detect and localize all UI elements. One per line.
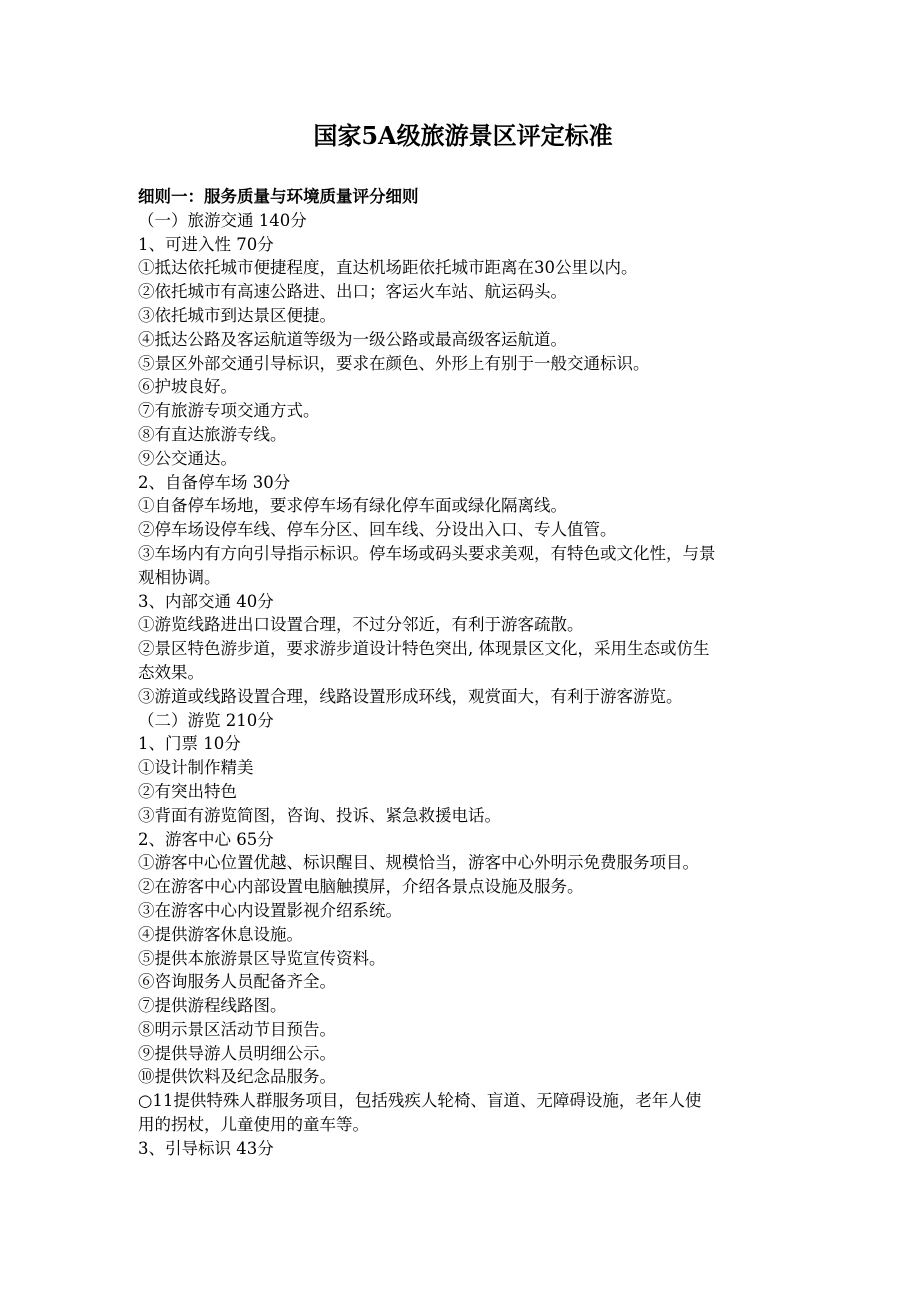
text-line: 态效果。 bbox=[138, 662, 204, 682]
text-line: 1、可进入性 70分 bbox=[138, 234, 274, 254]
text-line: ①游客中心位置优越、标识醒目、规模恰当，游客中心外明示免费服务项目。 bbox=[138, 853, 699, 873]
text-line: ②在游客中心内部设置电脑触摸屏，介绍各景点设施及服务。 bbox=[138, 877, 584, 897]
text-line: ②依托城市有高速公路进、出口；客运火车站、航运码头。 bbox=[138, 282, 567, 302]
text-line: ④抵达公路及客运航道等级为一级公路或最高级客运航道。 bbox=[138, 329, 567, 349]
text-line: （二）游览 210分 bbox=[138, 710, 274, 730]
text-line: ①抵达依托城市便捷程度，直达机场距依托城市距离在30公里以内。 bbox=[138, 258, 638, 278]
text-line: 1、门票 10分 bbox=[138, 734, 241, 754]
text-line: ⑨公交通达。 bbox=[138, 448, 237, 468]
text-line: ⑧明示景区活动节目预告。 bbox=[138, 1019, 336, 1039]
text-line: ③游道或线路设置合理，线路设置形成环线，观赏面大，有利于游客游览。 bbox=[138, 686, 683, 706]
text-line: 用的拐杖，儿童使用的童车等。 bbox=[138, 1115, 369, 1135]
text-line: ①游览线路进出口设置合理，不过分邻近，有利于游客疏散。 bbox=[138, 615, 584, 635]
text-line: ○11提供特殊人群服务项目，包括残疾人轮椅、盲道、无障碍设施，老年人使 bbox=[138, 1091, 702, 1111]
text-line: ⑥咨询服务人员配备齐全。 bbox=[138, 972, 336, 992]
text-line: ③背面有游览简图，咨询、投诉、紧急救援电话。 bbox=[138, 805, 501, 825]
text-line: ⑥护坡良好。 bbox=[138, 377, 237, 397]
text-line: 观相协调。 bbox=[138, 567, 221, 587]
document-title: 国家5A级旅游景区评定标准 bbox=[313, 121, 613, 150]
text-line: ①设计制作精美 bbox=[138, 758, 254, 778]
section-heading: 细则一：服务质量与环境质量评分细则 bbox=[138, 187, 419, 206]
text-line: 3、内部交通 40分 bbox=[138, 591, 274, 611]
text-line: ②停车场设停车线、停车分区、回车线、分设出入口、专人值管。 bbox=[138, 520, 617, 540]
text-line: ③车场内有方向引导指示标识。停车场或码头要求美观，有特色或文化性，与景 bbox=[138, 543, 716, 563]
text-line: ⑦有旅游专项交通方式。 bbox=[138, 401, 320, 421]
text-line: 2、自备停车场 30分 bbox=[138, 472, 291, 492]
text-line: ③在游客中心内设置影视介绍系统。 bbox=[138, 900, 402, 920]
text-line: 3、引导标识 43分 bbox=[138, 1138, 274, 1158]
text-line: ③依托城市到达景区便捷。 bbox=[138, 305, 336, 325]
text-line: ⑧有直达旅游专线。 bbox=[138, 424, 287, 444]
text-line: ⑤提供本旅游景区导览宣传资料。 bbox=[138, 948, 386, 968]
text-line: ⑩提供饮料及纪念品服务。 bbox=[138, 1067, 336, 1087]
text-line: ⑦提供游程线路图。 bbox=[138, 996, 287, 1016]
text-line: ④提供游客休息设施。 bbox=[138, 924, 303, 944]
document-body bbox=[138, 185, 788, 1161]
text-line: ⑨提供导游人员明细公示。 bbox=[138, 1043, 336, 1063]
text-line: ②景区特色游步道，要求游步道设计特色突出, 体现景区文化，采用生态或仿生 bbox=[138, 639, 710, 659]
text-line: ⑤景区外部交通引导标识，要求在颜色、外形上有别于一般交通标识。 bbox=[138, 353, 650, 373]
text-line: 2、游客中心 65分 bbox=[138, 829, 274, 849]
text-line: （一）旅游交通 140分 bbox=[138, 210, 307, 230]
text-line: ①自备停车场地，要求停车场有绿化停车面或绿化隔离线。 bbox=[138, 496, 567, 516]
text-line: ②有突出特色 bbox=[138, 781, 237, 801]
